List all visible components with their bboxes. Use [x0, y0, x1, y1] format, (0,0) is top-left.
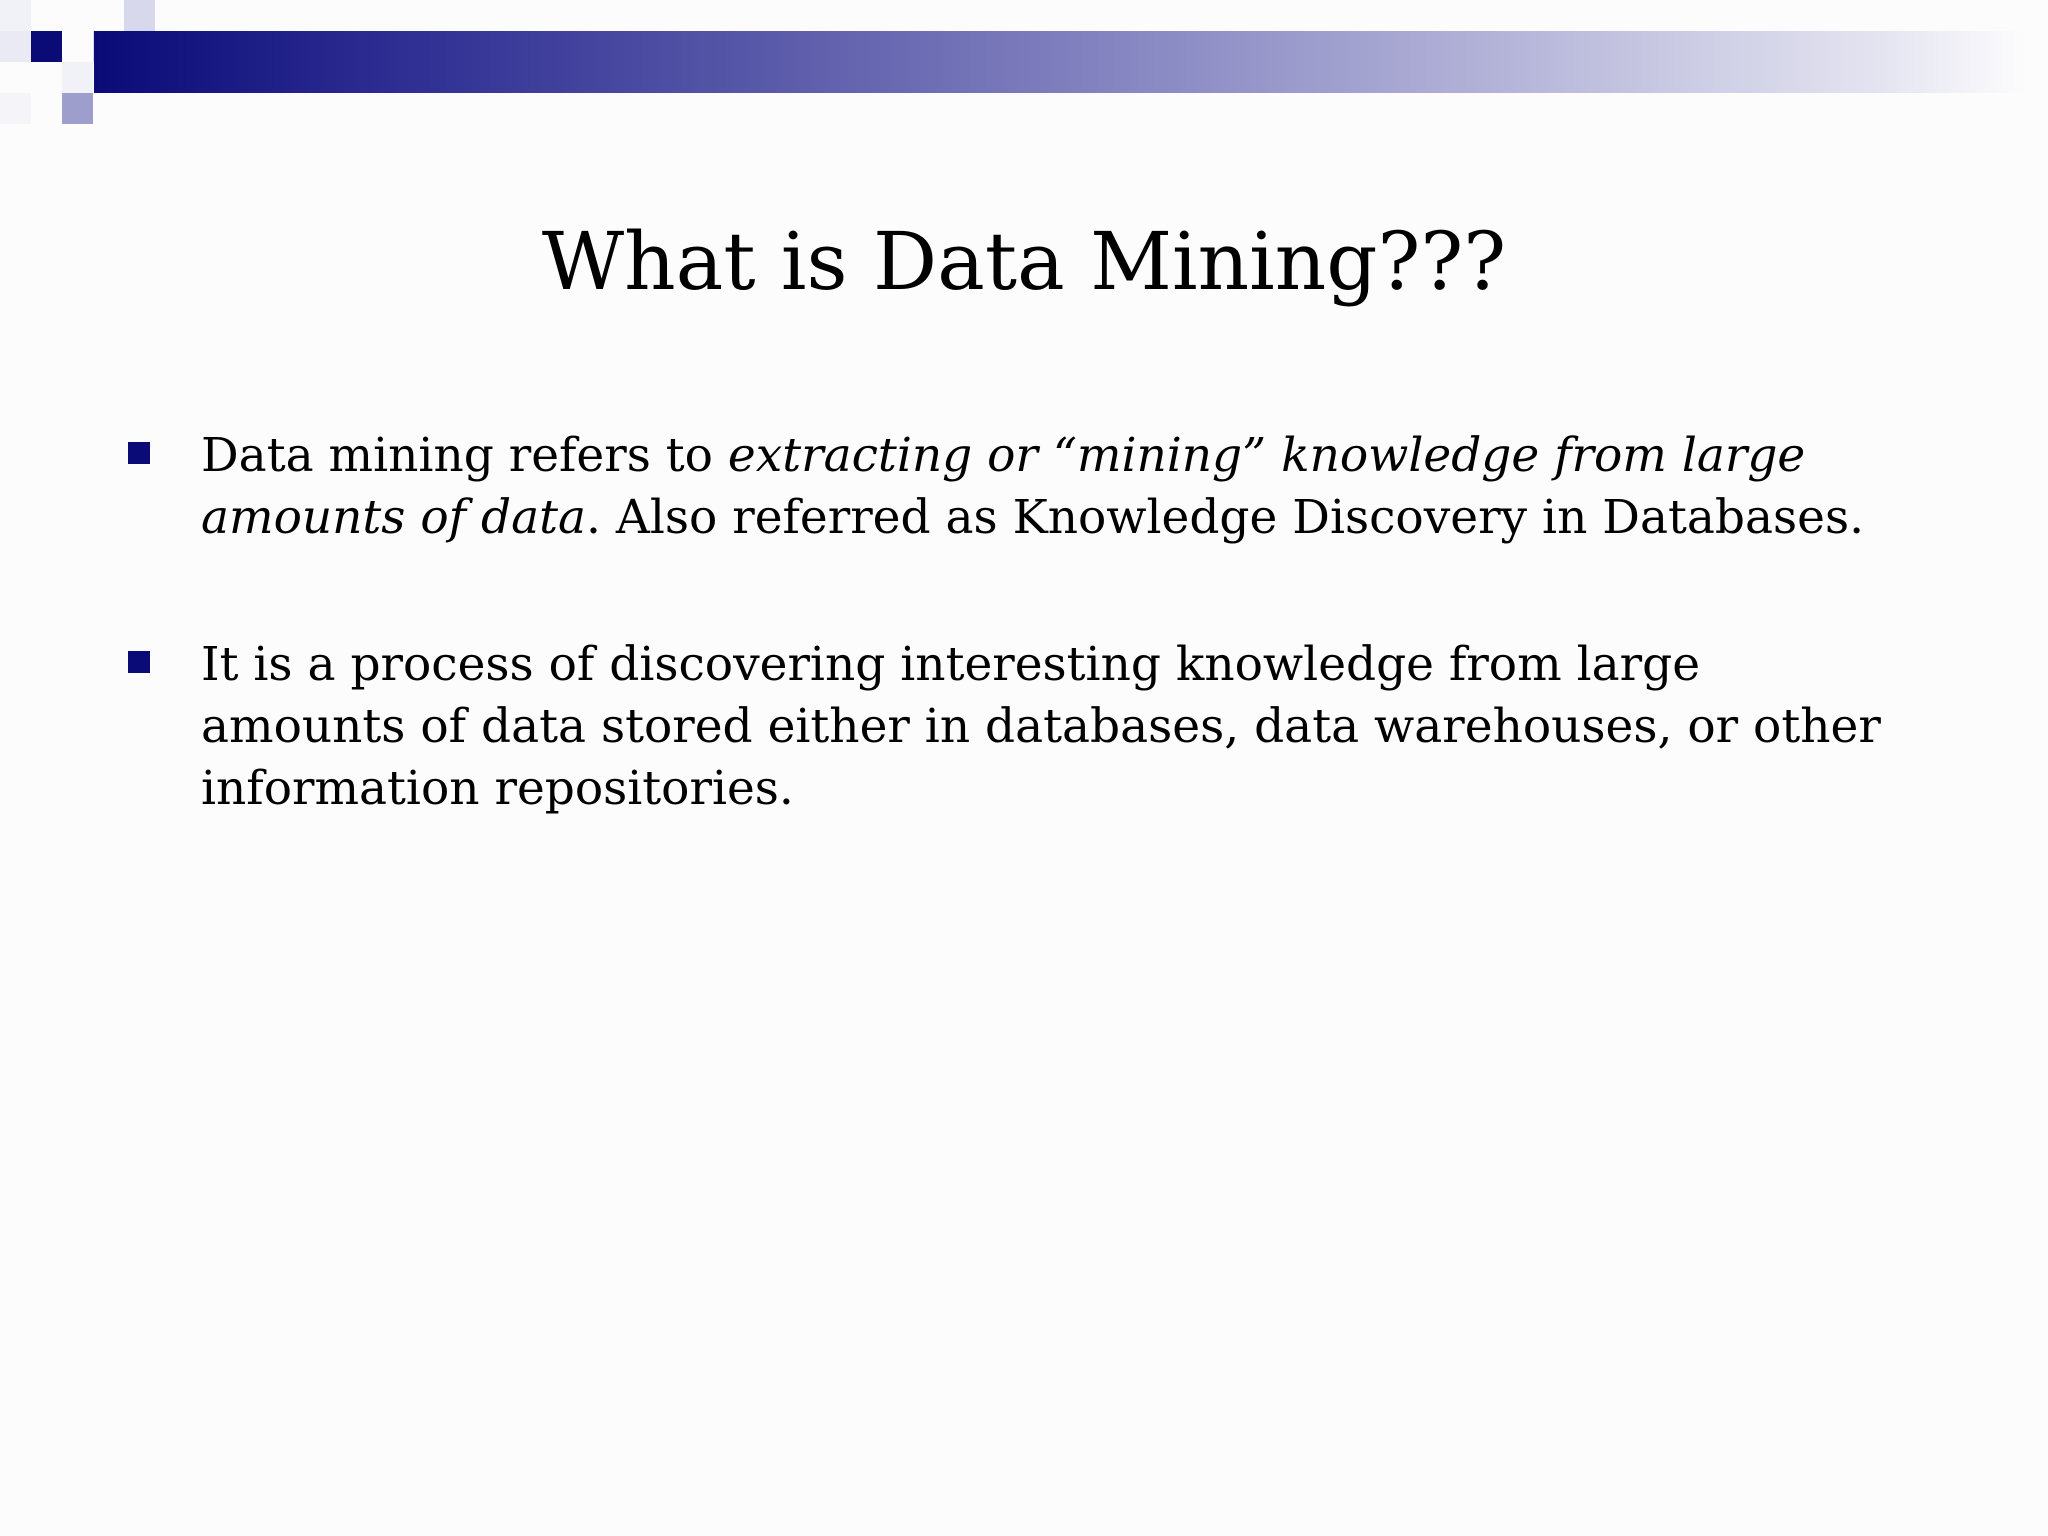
bullet-intro: Data mining refers to [201, 428, 728, 483]
decor-square [0, 0, 31, 31]
square-bullet-icon [128, 651, 150, 673]
bullet-text: It is a process of discovering interesting knowledge from large amounts of data stored either in databases, data warehouses, or other information repositories. [201, 637, 1881, 816]
decor-square [0, 93, 31, 124]
decor-square [62, 93, 93, 124]
slide-title: What is Data Mining??? [541, 215, 1507, 308]
decor-square [124, 0, 155, 31]
bullet-item [126, 425, 1916, 549]
square-bullet-icon [128, 442, 150, 464]
header-gradient-bar [94, 31, 2029, 93]
decor-square [31, 31, 62, 62]
bullet-list [126, 425, 1916, 905]
decor-square [0, 31, 31, 62]
bullet-item [126, 634, 1916, 820]
bullet-emphasis: extracting or “mining” knowledge from large amounts of data [201, 428, 1806, 545]
bullet-text [201, 428, 1864, 545]
bullet-outro: . Also referred as Knowledge Discovery in Databases. [586, 490, 1865, 545]
decor-square [62, 62, 93, 93]
